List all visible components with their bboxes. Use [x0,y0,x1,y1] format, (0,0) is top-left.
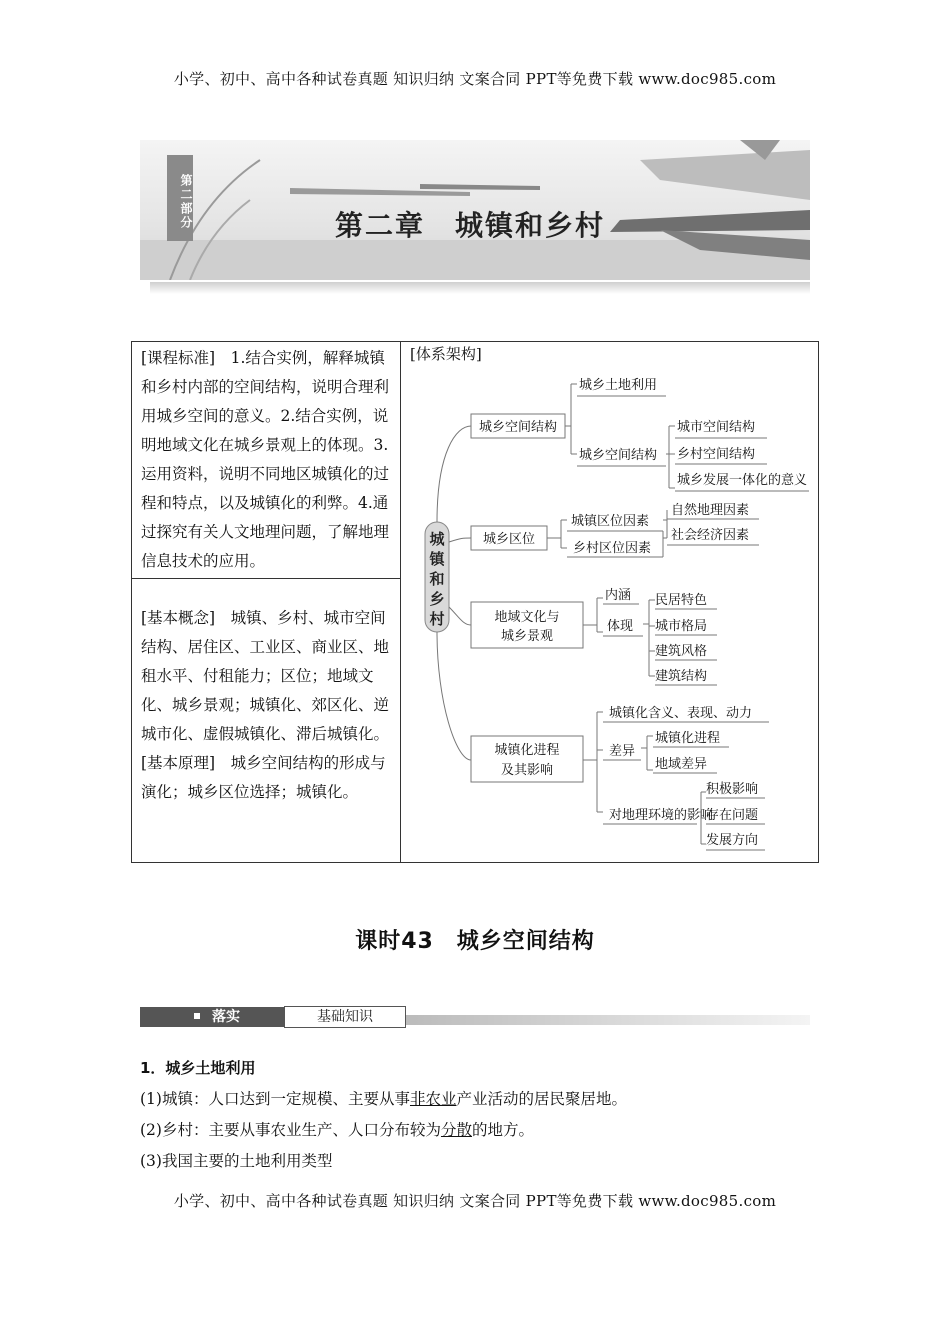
p2-text-end: 的地方。 [471,1121,534,1139]
p1-underlined: 非农业 [409,1090,457,1108]
node-regional-difference: 地域差异 [655,757,708,772]
section-label-basics: 基础知识 [284,1006,406,1028]
node-rural-structure: 乡村空间结构 [677,447,756,462]
branch-spatial-structure: 城乡空间结构 [478,420,558,435]
branch-culture-line2: 城乡景观 [500,629,554,644]
framework-label: [体系架构] [410,345,482,363]
node-positive: 积极影响 [706,782,759,797]
node-dwelling: 民居特色 [655,593,708,608]
page-header: 小学、初中、高中各种试卷真题 知识归纳 文案合同 PPT等免费下载 www.doc985.com [173,70,777,88]
chapter-banner [140,140,810,280]
section-bar-gradient [406,1015,810,1025]
framework-mindmap [401,342,819,862]
node-urban-location: 城镇区位因素 [571,514,650,529]
paragraph-land-use-types: (3)我国主要的土地利用类型 [140,1152,333,1170]
node-integration: 城乡发展一体化的意义 [677,473,808,488]
root-char: 乡 [429,590,445,608]
p2-underlined: 分散 [440,1121,472,1139]
concepts-label: [基本概念] [141,609,216,627]
square-bullet-icon [194,1013,200,1019]
branch-urbanization-line2: 及其影响 [500,763,554,778]
branch-location: 城乡区位 [482,532,536,547]
node-urban-structure: 城市空间结构 [677,420,756,435]
node-arch-structure: 建筑结构 [655,669,708,684]
p1-text-end: 产业活动的居民聚居地。 [456,1090,627,1108]
section-bar [140,1005,810,1029]
section-heading: 1．城乡土地利用 [140,1059,256,1077]
node-rural-location: 乡村区位因素 [573,541,652,556]
branch-urbanization-line1: 城镇化进程 [494,743,560,758]
node-spatial-structure: 城乡空间结构 [579,448,658,463]
part-tag: 第二部分 [167,155,193,241]
lesson-title: 课时43 城乡空间结构 [355,929,595,954]
node-manifestation: 体现 [607,619,634,634]
node-land-use: 城乡土地利用 [579,378,658,393]
node-problems: 存在问题 [706,808,759,823]
node-socioeconomic-factors: 社会经济因素 [671,528,750,543]
overview-table [131,341,819,863]
p1-text: (1)城镇：人口达到一定规模、主要从事 [140,1090,410,1108]
node-urbanization-process: 城镇化进程 [655,731,721,746]
root-char: 村 [429,610,445,628]
node-env-impact: 对地理环境的影响 [609,808,714,823]
standards-text: 1.结合实例，解释城镇和乡村内部的空间结构，说明合理利用城乡空间的意义。2.结合实例，说明地域文化在城乡景观上的体现。3.运用资料，说明不同地区城镇化的过程和特点，以及城镇化的利弊。4.通过探究有关人文地理问题，了解地理信息技术的应用。 [141,349,390,570]
paragraph-village [140,1118,534,1140]
page-footer: 小学、初中、高中各种试卷真题 知识归纳 文案合同 PPT等免费下载 www.doc985.com [173,1192,777,1210]
node-arch-style: 建筑风格 [655,644,708,659]
node-city-pattern: 城市格局 [655,619,708,634]
section-label-implement: 落实 [212,1009,240,1025]
node-connotation: 内涵 [605,588,632,603]
p2-text: (2)乡村：主要从事农业生产、人口分布较为 [140,1121,441,1139]
node-difference: 差异 [609,744,636,759]
branch-culture-line1: 地域文化与 [494,610,560,625]
curriculum-standards-cell [141,344,395,576]
root-char: 城 [429,530,445,548]
banner-shadow [150,282,810,294]
standards-label: [课程标准] [141,349,216,367]
root-char: 镇 [429,550,445,568]
node-natural-factors: 自然地理因素 [671,503,750,518]
chapter-title: 第二章 城镇和乡村 [335,209,606,242]
table-divider [132,578,400,579]
node-direction: 发展方向 [706,833,759,848]
node-urbanization-meaning: 城镇化含义、表现、动力 [609,706,753,721]
principles-text: 城乡空间结构的形成与演化；城乡区位选择；城镇化。 [141,754,386,801]
paragraph-town [140,1087,627,1109]
root-char: 和 [429,570,445,588]
concepts-cell [141,604,395,807]
principles-label: [基本原理] [141,754,216,772]
concepts-text: 城镇、乡村、城市空间结构、居住区、工业区、商业区、地租水平、付租能力；区位；地域文化、城乡景观；城镇化、郊区化、逆城市化、虚假城镇化、滞后城镇化。 [141,609,390,743]
section-bar-dark [140,1007,284,1027]
